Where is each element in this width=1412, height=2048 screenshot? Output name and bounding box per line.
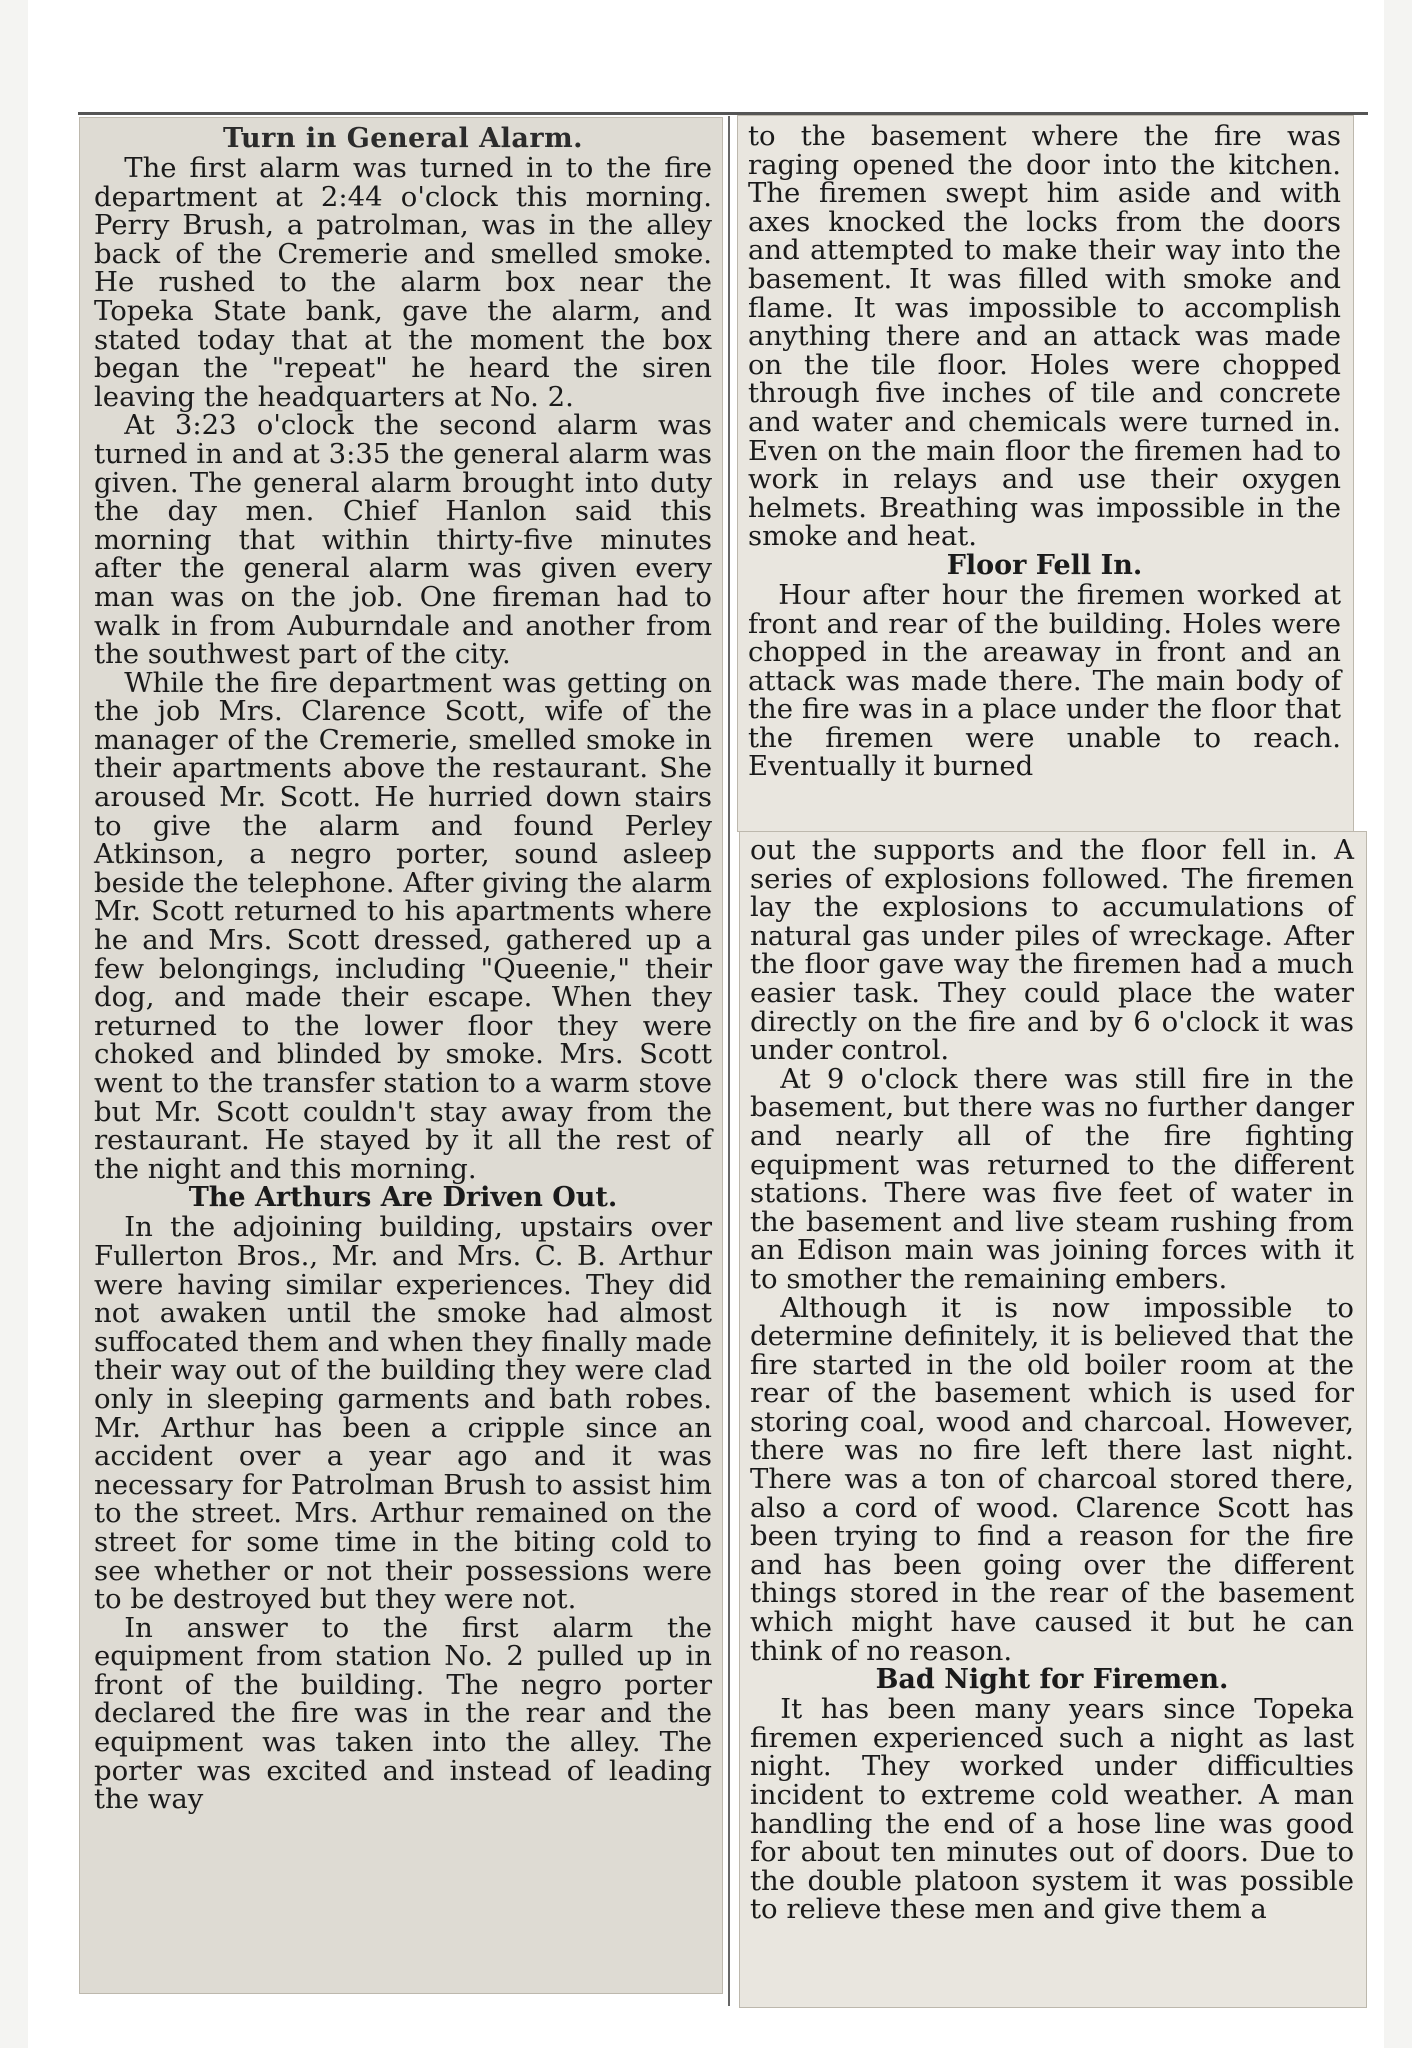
- paragraph: out the supports and the floor fell in. A series of explosions followed. The firemen lay the explosions to accumulations of natural gas under piles of wreckage. After the floor gave way the firemen had a much easier task. They could place the water directly on the fire and by 6 o'clock it was under control.: [750, 834, 1354, 1067]
- photo-background: [28, 0, 1384, 2048]
- clipping-right-top: [738, 116, 1353, 831]
- heading-floor-fell-in: Floor Fell In.: [946, 549, 1143, 581]
- top-rule: [78, 112, 1368, 115]
- paragraph: It has been many years since Topeka firemen experienced such a night as last night. They worked under difficulties incident to extreme cold weather. A man handling the end of a hose line was good for about ten minutes out of doors. Due to the double platoon system it was possible to relieve these men and give them a: [750, 1693, 1354, 1926]
- paragraph: to the basement where the fire was raging opened the door into the kitchen. The firemen swept him aside and with axes knocked the locks from the doors and attempted to make their way into the basement. It was filled with smoke and flame. It was impossible to accomplish anything there and an attack was made on the tile floor. Holes were chopped through five inches of tile and concrete and water and chemicals were turned in. Even on the main floor the firemen had to work in relays and use their oxygen helmets. Breathing was impossible in the smoke and heat.: [748, 120, 1341, 553]
- column-divider: [728, 116, 730, 2006]
- paragraph: While the fire department was getting on the job Mrs. Clarence Scott, wife of the manager of the Cremerie, smelled smoke in their apartments above the restaurant. She aroused Mr. Scott. He hurried down stairs to give the alarm and found Perley Atkinson, a negro porter, sound asleep beside the telephone. After giving the alarm Mr. Scott returned to his apartments where he and Mrs. Scott dressed, gathered up a few belongings, including "Queenie," their dog, and made their escape. When they returned to the lower floor they were choked and blinded by smoke. Mrs. Scott went to the transfer station to a warm stove but Mr. Scott couldn't stay away from the restaurant. He stayed by it all the rest of the night and this morning.: [94, 666, 712, 1185]
- clipping-right-bottom: [740, 832, 1366, 2007]
- right-top-text: [738, 116, 1353, 781]
- right-bottom-text: [740, 832, 1366, 1924]
- heading-bad-night-for-firemen: Bad Night for Firemen.: [875, 1664, 1229, 1696]
- paragraph: The first alarm was turned in to the fire department at 2:44 o'clock this morning. Perry Brush, a patrolman, was in the alley back of the Cremerie and smelled smoke. He rushed to the alarm box near the Topeka State bank, gave the alarm, and stated today that at the moment the box began the "repeat" he heard the siren leaving the headquarters at No. 2.: [94, 152, 712, 413]
- heading-turn-in-general-alarm: Turn in General Alarm.: [222, 123, 584, 154]
- paragraph: In the adjoining building, upstairs over Fullerton Bros., Mr. and Mrs. C. B. Arthur were having similar experiences. They did not awaken until the smoke had almost suffocated them and when they finally made their way out of the building they were clad only in sleeping garments and bath robes. Mr. Arthur has been a cripple since an accident over a year ago and it was necessary for Patrolman Brush to assist him to the street. Mrs. Arthur remained on the street for some time in the biting cold to see whether or not their possessions were to be destroyed but they were not.: [94, 1211, 712, 1616]
- paragraph: At 3:23 o'clock the second alarm was turned in and at 3:35 the general alarm was given. The general alarm brought into duty the day men. Chief Hanlon said this morning that within thirty-five minutes after the general alarm was given every man was on the job. One fireman had to walk in from Auburndale and another from the southwest part of the city.: [94, 409, 712, 671]
- paragraph: Although it is now impossible to determine definitely, it is believed that the fire started in the old boiler room at the rear of the basement which is used for storing coal, wood and charcoal. However, there was no fire left there last night. There was a ton of charcoal stored there, also a cord of wood. Clarence Scott has been trying to find a reason for the fire and has been going over the different things stored in the rear of the basement which might have caused it but he can think of no reason.: [750, 1291, 1354, 1667]
- left-column-text: [80, 118, 722, 1814]
- paragraph: In answer to the first alarm the equipment from station No. 2 pulled up in front of the building. The negro porter declared the fire was in the rear and the equipment was taken into the alley. The porter was excited and instead of leading the way: [94, 1611, 712, 1816]
- clipping-left-column: [80, 118, 722, 1993]
- paragraph: At 9 o'clock there was still fire in the basement, but there was no further danger and nearly all of the fire fighting equipment was returned to the different stations. There was five feet of water in the basement and live steam rushing from an Edison main was joining forces with it to smother the remaining embers.: [750, 1062, 1354, 1295]
- paragraph: Hour after hour the firemen worked at front and rear of the building. Holes were chopped in the areaway in front and an attack was made there. The main body of the fire was in a place under the floor that the firemen were unable to reach. Eventually it burned: [748, 578, 1341, 783]
- heading-arthurs-driven-out: The Arthurs Are Driven Out.: [188, 1182, 618, 1214]
